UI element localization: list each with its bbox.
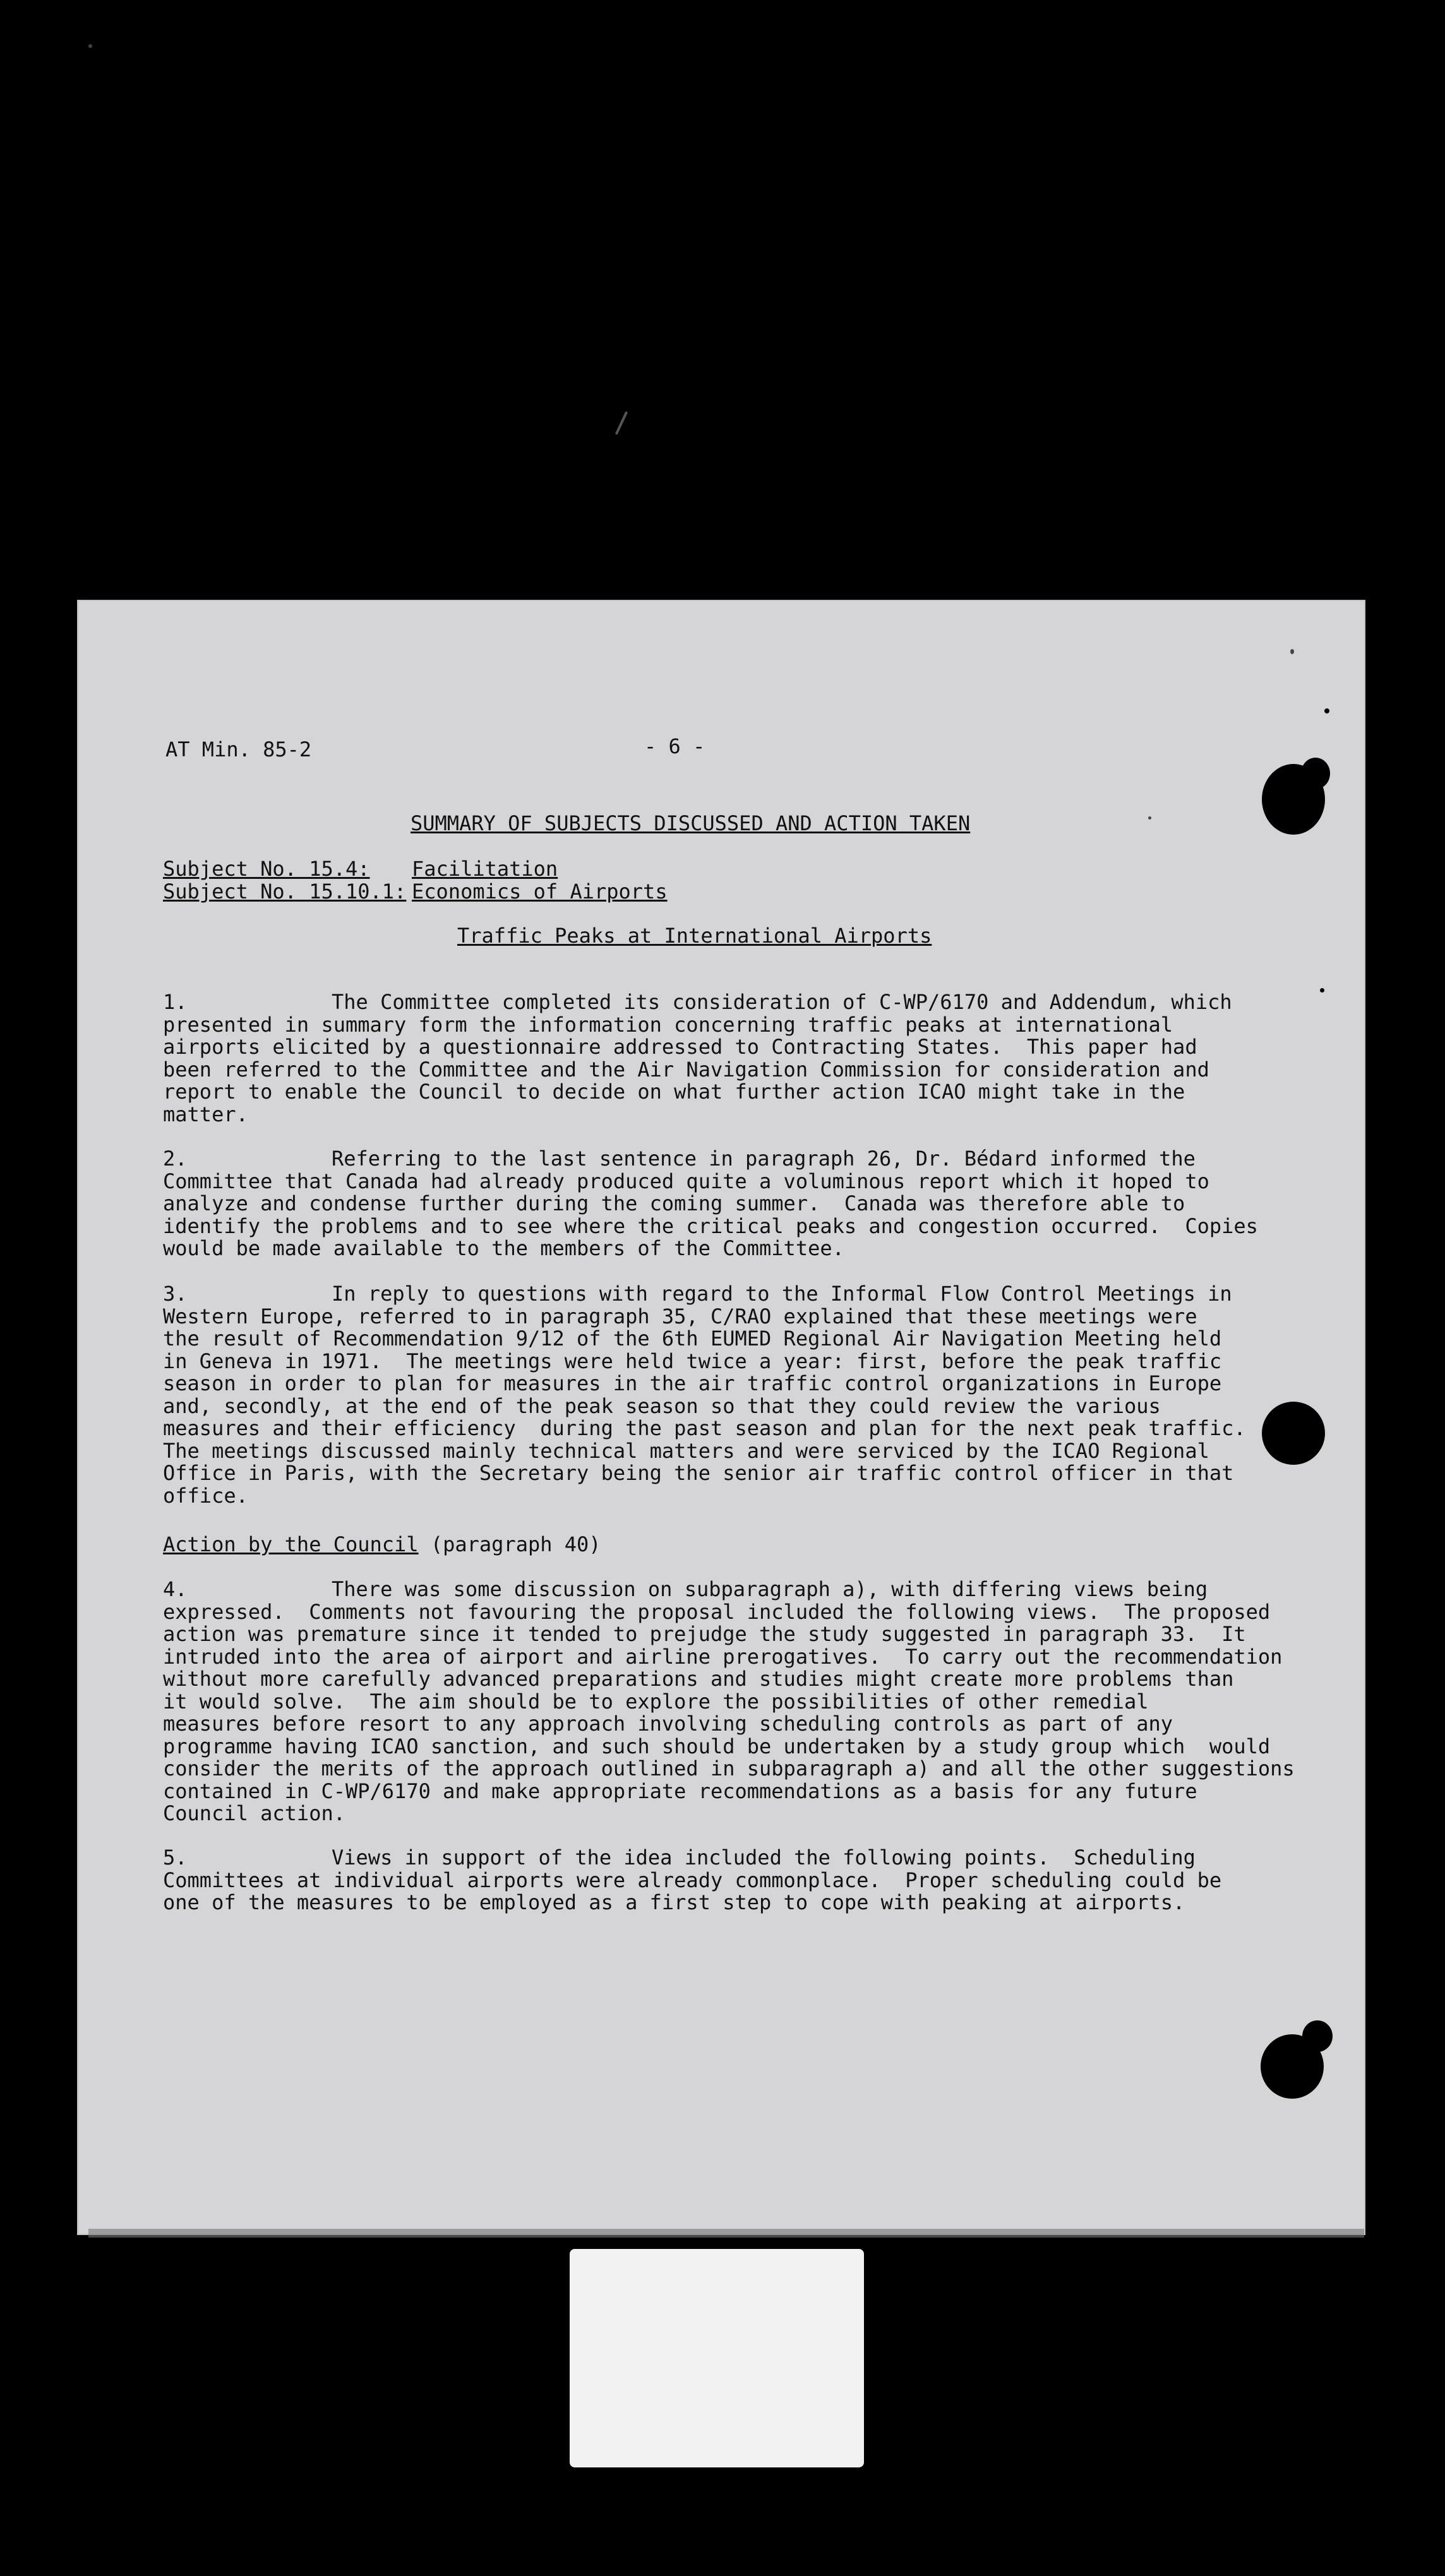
document-title: SUMMARY OF SUBJECTS DISCUSSED AND ACTION TAKEN	[411, 811, 971, 835]
paragraph-line: without more carefully advanced preparations and studies might create more problems than	[163, 1667, 1234, 1691]
dust-speck	[1148, 816, 1151, 820]
paragraph-line: action was premature since it tended to prejudge the study suggested in paragraph 33. It	[163, 1622, 1246, 1646]
paragraph-line: season in order to plan for measures in the air traffic control organizations in Europe	[163, 1371, 1222, 1395]
paragraph-line: airports elicited by a questionnaire addressed to Contracting States. This paper had	[163, 1035, 1197, 1059]
paragraph-first-line: Views in support of the idea included the following points. Scheduling	[332, 1846, 1196, 1869]
paragraph-line: Council action.	[163, 1801, 345, 1825]
paragraph-line: measures and their efficiency during the past season and plan for the next peak traffic.	[163, 1416, 1246, 1440]
paragraph-line: Committees at individual airports were already commonplace. Proper scheduling could be	[163, 1868, 1222, 1892]
paragraph-line: contained in C-WP/6170 and make appropriate recommendations as a basis for any future	[163, 1779, 1197, 1803]
pen-mark	[615, 411, 628, 435]
paragraph-line: been referred to the Committee and the Air Navigation Commission for consideration and	[163, 1057, 1209, 1082]
document-reference: AT Min. 85-2	[165, 737, 312, 761]
dust-speck	[1324, 708, 1329, 713]
paragraph-line: it would solve. The aim should be to explore the possibilities of other remedial	[163, 1689, 1149, 1714]
subject-label: Subject No. 15.10.1:	[163, 880, 407, 903]
section-subtitle: Traffic Peaks at International Airports	[457, 924, 932, 948]
dust-speck	[1320, 988, 1324, 993]
page-edge-shadow	[88, 2229, 1364, 2238]
punch-hole	[1262, 1402, 1325, 1465]
paragraph-number: 5.	[163, 1846, 188, 1869]
paragraph-first-line: Referring to the last sentence in paragraph 26, Dr. Bédard informed the	[332, 1147, 1196, 1171]
paragraph-line: programme having ICAO sanction, and such should be undertaken by a study group which would	[163, 1734, 1271, 1758]
punch-hole	[1302, 2020, 1333, 2052]
paragraph-line: the result of Recommendation 9/12 of the 6th EUMED Regional Air Navigation Meeting held	[163, 1327, 1222, 1351]
paragraph-line: expressed. Comments not favouring the proposal included the following views. The proposed	[163, 1599, 1271, 1624]
action-heading-reference: (paragraph 40)	[418, 1532, 601, 1556]
paragraph-number: 3.	[163, 1282, 188, 1306]
paragraph-line: analyze and condense further during the coming summer. Canada was therefore able to	[163, 1191, 1185, 1215]
dust-speck	[88, 44, 92, 48]
paragraph-line: identify the problems and to see where the critical peaks and congestion occurred. Copies	[163, 1213, 1258, 1238]
paragraph-line: Office in Paris, with the Secretary being the senior air traffic control officer in that	[163, 1461, 1234, 1485]
punch-hole	[1301, 758, 1330, 789]
paragraph-line: Western Europe, referred to in paragraph 35, C/RAO explained that these meetings were	[163, 1304, 1197, 1328]
blank-label-card	[570, 2249, 864, 2467]
paragraph-first-line: The Committee completed its consideration of C-WP/6170 and Addendum, which	[332, 990, 1232, 1014]
paragraph-line: and, secondly, at the end of the peak season so that they could review the various	[163, 1393, 1161, 1418]
subject-value: Facilitation	[412, 857, 558, 881]
paragraph-first-line: There was some discussion on subparagraph a), with differing views being	[332, 1577, 1208, 1601]
paragraph-line: intruded into the area of airport and airline prerogatives. To carry out the recommendation	[163, 1644, 1283, 1669]
paragraph-line: matter.	[163, 1102, 248, 1126]
action-heading	[163, 1533, 601, 1556]
paragraph-line: Committee that Canada had already produced quite a voluminous report which it hoped to	[163, 1169, 1209, 1193]
paragraph-line: consider the merits of the approach outlined in subparagraph a) and all the other suggestions	[163, 1756, 1295, 1780]
paragraph-line: presented in summary form the information concerning traffic peaks at international	[163, 1012, 1173, 1037]
paragraph-first-line: In reply to questions with regard to the Informal Flow Control Meetings in	[332, 1282, 1232, 1306]
paragraph-line: in Geneva in 1971. The meetings were held twice a year: first, before the peak traffic	[163, 1349, 1222, 1373]
paragraph-line: report to enable the Council to decide on what further action ICAO might take in the	[163, 1080, 1185, 1104]
paragraph-line: one of the measures to be employed as a first step to cope with peaking at airports.	[163, 1890, 1185, 1914]
action-heading-label: Action by the Council	[163, 1532, 419, 1556]
paragraph-line: measures before resort to any approach involving scheduling controls as part of any	[163, 1712, 1173, 1736]
paragraph-number: 4.	[163, 1577, 188, 1601]
paragraph-number: 1.	[163, 990, 188, 1014]
page-number: - 6 -	[644, 734, 705, 758]
paragraph-line: The meetings discussed mainly technical matters and were serviced by the ICAO Regional	[163, 1438, 1209, 1463]
subject-label: Subject No. 15.4:	[163, 857, 370, 881]
paragraph-line: would be made available to the members of the Committee.	[163, 1236, 844, 1260]
paragraph-number: 2.	[163, 1147, 188, 1171]
paragraph-line: office.	[163, 1483, 248, 1508]
dust-speck	[1290, 649, 1294, 654]
subject-value: Economics of Airports	[412, 880, 668, 903]
